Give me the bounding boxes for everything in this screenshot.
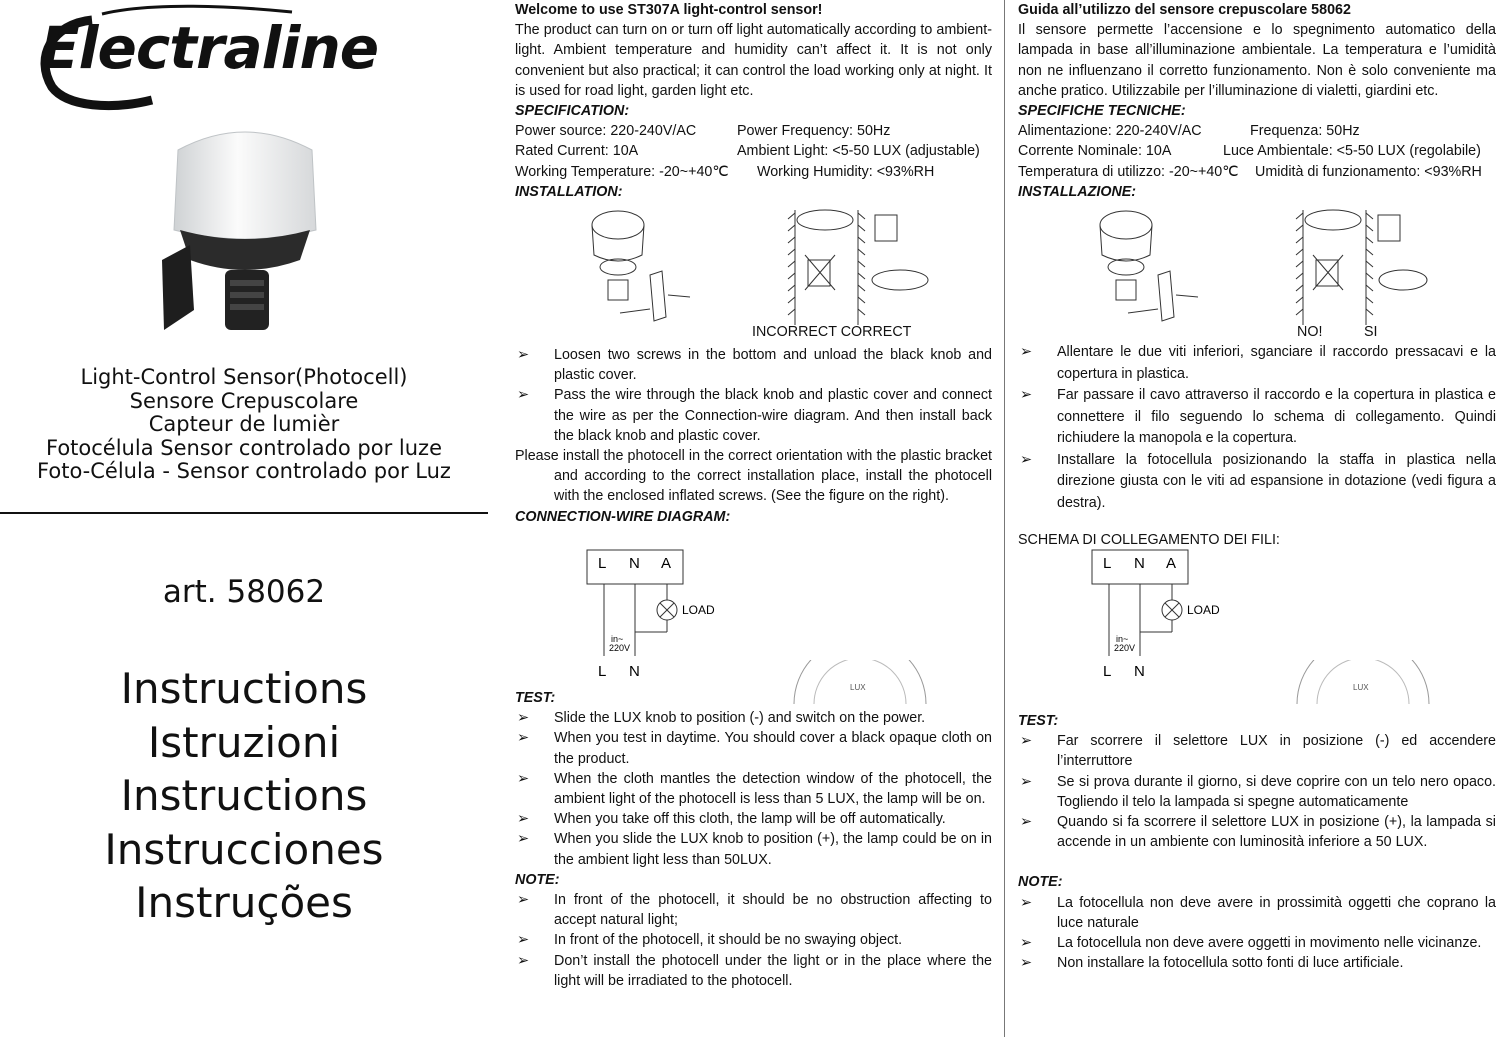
installation-heading: INSTALLATION: xyxy=(515,183,623,200)
product-title-it: Sensore Crepuscolare xyxy=(129,388,359,413)
list-item-text: Se si prova durante il giorno, si deve coprire con un telo nero opaco. Togliendo il telo la lampada si spegne automaticamente xyxy=(1057,773,1496,810)
english-test-notes xyxy=(515,688,992,991)
terminal-l: L xyxy=(598,555,607,572)
bullet-arrow: ➢ xyxy=(517,710,529,727)
list-item-text: La fotocellula non deve avere in prossimità oggetti che coprano la luce naturale xyxy=(1057,894,1496,931)
wire-diagram xyxy=(585,548,725,680)
list-item xyxy=(1018,772,1496,812)
spec-heading: SPECIFICATION: xyxy=(515,103,630,120)
terminal-a: A xyxy=(661,555,672,572)
product-titles xyxy=(0,366,488,484)
list-item xyxy=(515,708,992,728)
spec-row xyxy=(515,141,992,161)
list-item-text: Slide the LUX knob to position (-) and switch on the power. xyxy=(554,710,926,727)
list-item-text: Quando si fa scorrere il selettore LUX in posizione (+), la lampada si accende in un ambiente con luminosità inferiore a 50 LUX. xyxy=(1057,814,1496,851)
lux-dial xyxy=(1293,660,1433,705)
lux-dial-label: LUX xyxy=(850,683,866,692)
list-item-text: La fotocellula non deve avere oggetti in movimento nelle vicinanze. xyxy=(1057,935,1482,952)
list-item xyxy=(1018,893,1496,933)
installation-steps xyxy=(1018,342,1496,514)
instructions-titles xyxy=(0,662,488,930)
supply-label: in~ xyxy=(611,634,624,644)
list-item-text: Don’t install the photocell under the light or in the place where the light will be irradiated to the photocell. xyxy=(554,952,992,989)
product-title-es: Fotocélula Sensor controlado por luze xyxy=(46,435,442,460)
spec-cell: Working Humidity: <93%RH xyxy=(757,163,935,180)
install-note: Please install the photocell in the correct orientation with the plastic bracket and according to the correct installation place, install the photocell with the enclosed inflated screws. (See the figure on the right). xyxy=(515,448,992,505)
spec-cell: Luce Ambientale: <5-50 LUX (regolabile) xyxy=(1223,143,1481,160)
terminal-n: N xyxy=(629,555,640,572)
bullet-arrow: ➢ xyxy=(517,770,529,787)
terminal-a: A xyxy=(1166,555,1177,572)
list-item xyxy=(515,345,992,385)
terminal-n: N xyxy=(1134,555,1145,572)
bottom-n: N xyxy=(1134,663,1145,680)
spec-cell: Frequenza: 50Hz xyxy=(1250,123,1360,140)
spec-row xyxy=(515,121,992,141)
welcome-heading: Welcome to use ST307A light-control sensor! xyxy=(515,2,823,18)
bullet-arrow: ➢ xyxy=(1020,935,1032,952)
list-item-text: Pass the wire through the black knob and plastic cover and connect the wire as per the Connection-wire diagram. And then install back the black knob and plastic cover. xyxy=(554,387,992,444)
instructions-en: Instructions xyxy=(120,664,368,713)
list-item xyxy=(1018,812,1496,852)
bullet-arrow: ➢ xyxy=(1020,955,1032,972)
spec-cell: Ambient Light: <5-50 LUX (adjustable) xyxy=(737,143,980,160)
bullet-arrow: ➢ xyxy=(517,932,529,949)
list-item xyxy=(1018,731,1496,771)
left-divider xyxy=(0,512,488,514)
product-title-en: Light-Control Sensor(Photocell) xyxy=(80,365,408,389)
bullet-arrow: ➢ xyxy=(517,811,529,828)
bullet-arrow: ➢ xyxy=(1020,814,1032,831)
installation-figure xyxy=(1088,205,1428,325)
instructions-es: Instrucciones xyxy=(104,824,384,874)
list-item xyxy=(1018,933,1496,953)
logo-wordmark: Electraline xyxy=(40,14,379,82)
italian-test-notes xyxy=(1018,711,1496,973)
note-heading: NOTE: xyxy=(1018,874,1063,891)
italian-section xyxy=(1018,0,1496,202)
instructions-pt: Instruções xyxy=(135,878,353,927)
test-heading: TEST: xyxy=(1018,713,1059,729)
spec-cell: Rated Current: 10A xyxy=(515,143,639,160)
list-item-text: When you take off this cloth, the lamp will be off automatically. xyxy=(554,811,946,828)
load-label: LOAD xyxy=(682,603,715,617)
bullet-arrow: ➢ xyxy=(517,347,529,363)
terminal-l: L xyxy=(1103,555,1112,572)
list-item xyxy=(515,930,992,950)
spec-cell: Power source: 220-240V/AC xyxy=(515,123,697,140)
lux-dial-label: LUX xyxy=(1353,683,1369,692)
bullet-arrow: ➢ xyxy=(1020,451,1032,468)
list-item xyxy=(1018,450,1496,515)
bullet-arrow: ➢ xyxy=(1020,387,1032,403)
spec-row xyxy=(1018,141,1496,161)
list-item xyxy=(1018,342,1496,385)
bullet-arrow: ➢ xyxy=(517,730,529,747)
supply-voltage: 220V xyxy=(1114,643,1136,653)
list-item-text: In front of the photocell, it should be no obstruction affecting to accept natural light; xyxy=(554,892,992,929)
supply-label: in~ xyxy=(1116,634,1129,644)
instructions-it: Istruzioni xyxy=(147,717,341,767)
bottom-l: L xyxy=(598,663,607,680)
bottom-n: N xyxy=(629,663,640,680)
installation-heading: INSTALLAZIONE: xyxy=(1018,183,1137,200)
list-item xyxy=(515,769,992,809)
spec-cell: Power Frequency: 50Hz xyxy=(737,123,891,140)
no-label: NO! xyxy=(1297,324,1323,340)
spec-cell: Alimentazione: 220-240V/AC xyxy=(1018,123,1202,140)
spec-cell: Working Temperature: -20~+40℃ xyxy=(515,163,729,180)
wire-heading: CONNECTION-WIRE DIAGRAM: xyxy=(515,508,731,525)
spec-cell: Temperatura di utilizzo: -20~+40℃ xyxy=(1018,163,1239,180)
note-heading: NOTE: xyxy=(515,871,560,888)
bullet-arrow: ➢ xyxy=(1020,733,1032,750)
installation-steps xyxy=(515,345,992,527)
list-item-text: When you slide the LUX knob to position (+), the lamp could be on in the ambient light less than 50LUX. xyxy=(554,831,992,868)
list-item-text: Non installare la fotocellula sotto fonti di luce artificiale. xyxy=(1057,955,1404,972)
list-item xyxy=(515,890,992,930)
list-item xyxy=(1018,385,1496,450)
bullet-arrow: ➢ xyxy=(1020,344,1032,360)
list-item-text: Installare la fotocellula posizionando la staffa in plastica nella direzione giusta con le viti ad espansione in dotazione (vedi figura a destra). xyxy=(1057,451,1496,511)
list-item-text: When you test in daytime. You should cover a black opaque cloth on the product. xyxy=(554,730,992,767)
list-item-text: Far scorrere il selettore LUX in posizione (-) ed accendere l’interruttore xyxy=(1057,733,1496,770)
instructions-fr: Instructions xyxy=(120,771,368,820)
bullet-arrow: ➢ xyxy=(517,387,529,404)
article-number: art. 58062 xyxy=(162,574,326,610)
product-title-pt: Foto-Célula - Sensor controlado por Luz xyxy=(37,459,451,483)
spec-cell: Corrente Nominale: 10A xyxy=(1018,143,1172,160)
column-divider xyxy=(1004,0,1005,1037)
spec-row xyxy=(1018,162,1496,182)
spec-row xyxy=(515,162,992,182)
load-label: LOAD xyxy=(1187,603,1220,617)
spec-heading: SPECIFICHE TECNICHE: xyxy=(1018,103,1186,120)
supply-voltage: 220V xyxy=(609,643,631,653)
bottom-l: L xyxy=(1103,663,1112,680)
si-label: SI xyxy=(1364,324,1378,340)
bullet-arrow: ➢ xyxy=(1020,773,1032,790)
spec-row xyxy=(1018,121,1496,141)
welcome-heading: Guida all’utilizzo del sensore crepuscolare 58062 xyxy=(1018,2,1351,18)
list-item xyxy=(515,728,992,768)
english-section xyxy=(515,0,992,202)
wire-diagram xyxy=(1090,548,1230,680)
spec-cell: Umidità di funzionamento: <93%RH xyxy=(1255,163,1482,180)
list-item-text: Loosen two screws in the bottom and unload the black knob and plastic cover. xyxy=(554,347,992,384)
list-item xyxy=(515,385,992,446)
list-item xyxy=(1018,953,1496,973)
list-item xyxy=(515,951,992,991)
list-item-text: In front of the photocell, it should be no swaying object. xyxy=(554,932,903,949)
list-item xyxy=(515,829,992,869)
wire-heading: SCHEMA DI COLLEGAMENTO DEI FILI: xyxy=(1018,532,1280,548)
bullet-arrow: ➢ xyxy=(517,892,529,909)
intro-text: The product can turn on or turn off light automatically according to ambient-light. Ambient temperature and humidity can’t affect it. It is not only convenient but also practical; it can control the load working only at night. It is used for road light, garden light etc. xyxy=(515,22,992,99)
list-item-text: Far passare il cavo attraverso il raccordo e la copertura in plastica e connettere il filo seguendo lo schema di collegamento. Quindi richiudere la manopola e la copertura. xyxy=(1057,387,1496,446)
list-item-text: When the cloth mantles the detection window of the photocell, the ambient light of the photocell is less than 5 LUX, the lamp will be on. xyxy=(554,770,992,808)
list-item-text: Allentare le due viti inferiori, sganciare il raccordo pressacavi e la copertura in plastica. xyxy=(1057,344,1496,382)
list-item xyxy=(515,809,992,829)
test-heading: TEST: xyxy=(515,690,556,706)
photocell-product-image xyxy=(150,120,340,350)
intro-text: Il sensore permette l’accensione e lo spegnimento automatico della lampada in base all’illuminazione ambientale. La temperatura e l’umidità non ne influenzano il corretto funzionamento. Non è solo conveniente ma anche pratico. Utilizzabile per l’illuminazione di vialetti, giardini etc. xyxy=(1018,22,1496,99)
product-title-fr: Capteur de lumièr xyxy=(148,412,340,436)
incorrect-correct-label: INCORRECT CORRECT xyxy=(752,324,912,340)
bullet-arrow: ➢ xyxy=(1020,894,1032,911)
bullet-arrow: ➢ xyxy=(517,831,529,848)
bullet-arrow: ➢ xyxy=(517,952,529,969)
installation-figure xyxy=(580,205,940,325)
